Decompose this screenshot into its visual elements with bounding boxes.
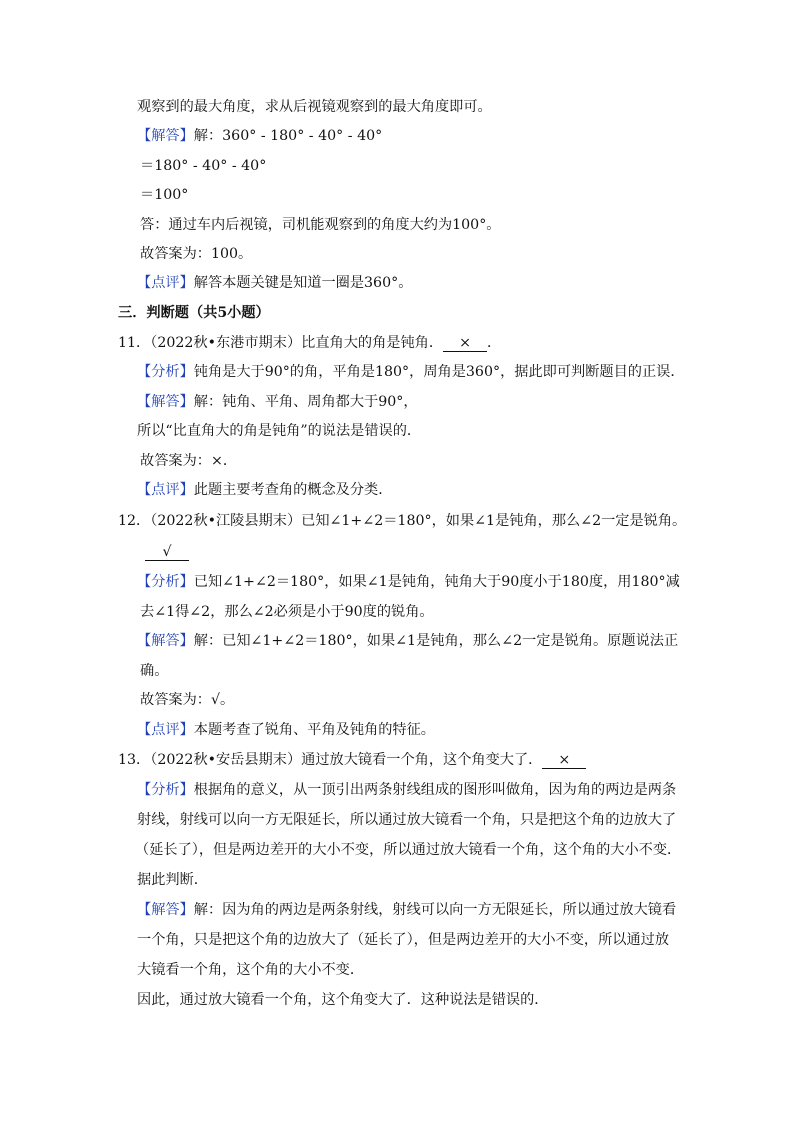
dianping-text: 本题考查了锐角、平角及钝角的特征。 bbox=[193, 722, 435, 738]
jieda-tag: 【解答】 bbox=[137, 128, 194, 144]
q11-fenxi bbox=[137, 362, 685, 382]
intro-dianping bbox=[137, 273, 412, 293]
fenxi-text: 根据角的意义，从一顶引出两条射线组成的图形叫做角，因为角的两边是两条 bbox=[193, 782, 677, 798]
answer-blank: × bbox=[443, 335, 487, 352]
q13-fenxi-line3: （延长了），但是两边差开的大小不变，所以通过放大镜看一个角，这个角的大小不变． bbox=[135, 842, 682, 858]
q12-jieda bbox=[137, 631, 678, 651]
answer-sentence: 答：通过车内后视镜，司机能观察到的角度大约为100°。 bbox=[140, 217, 501, 233]
jieda-text: 解：已知∠1+∠2＝180°，如果∠1是钝角，那么∠2一定是锐角。原题说法正 bbox=[193, 633, 679, 649]
question-number: 12． bbox=[118, 513, 151, 529]
q12-dianping bbox=[137, 720, 435, 740]
answer-blank: × bbox=[542, 752, 586, 769]
section-title: 三．判断题（共5小题） bbox=[118, 305, 270, 321]
fenxi-tag: 【分析】 bbox=[137, 574, 194, 590]
q13-fenxi-line2: 射线，射线可以向一方无限延长，所以通过放大镜看一个角，只是把这个角的边放大了 bbox=[137, 812, 677, 828]
dianping-text: 此题主要考查角的概念及分类． bbox=[193, 482, 393, 498]
jieda-text: 解：360° - 180° - 40° - 40° bbox=[193, 128, 383, 144]
question-source: （2022秋•安岳县期末） bbox=[150, 752, 302, 768]
question-number: 11． bbox=[118, 335, 151, 351]
q13-fenxi bbox=[137, 780, 676, 800]
prev-tail-text: 观察到的最大角度，求从后视镜观察到的最大角度即可。 bbox=[137, 99, 492, 115]
q12-answer-line bbox=[145, 542, 189, 562]
q11-jieda bbox=[137, 392, 418, 412]
q12-final: 故答案为：√。 bbox=[140, 692, 235, 708]
q12-jieda-line2: 确。 bbox=[140, 663, 169, 679]
jieda-tag: 【解答】 bbox=[137, 902, 194, 918]
q13-fenxi-line4: 据此判断． bbox=[137, 872, 208, 888]
final-answer: 故答案为：100。 bbox=[140, 246, 253, 262]
q11-dianping bbox=[137, 480, 392, 500]
q11-final: 故答案为：×． bbox=[140, 453, 238, 469]
question-source: （2022秋•东港市期末） bbox=[150, 335, 302, 351]
dianping-text: 解答本题关键是知道一圈是360°。 bbox=[193, 275, 413, 291]
q13-jieda-line2: 一个角，只是把这个角的边放大了（延长了），但是两边差开的大小不变，所以通过放 bbox=[137, 932, 670, 948]
dianping-tag: 【点评】 bbox=[137, 722, 194, 738]
question-text: 已知∠1+∠2＝180°，如果∠1是钝角，那么∠2一定是锐角。 bbox=[301, 513, 687, 529]
jieda-text: 解：因为角的两边是两条射线，射线可以向一方无限延长，所以通过放大镜看 bbox=[193, 902, 677, 918]
dianping-tag: 【点评】 bbox=[137, 275, 194, 291]
calc-step-2: ＝100° bbox=[140, 187, 189, 203]
question-source: （2022秋•江陵县期末） bbox=[150, 513, 302, 529]
q13-jieda-line3: 大镜看一个角，这个角的大小不变． bbox=[137, 962, 365, 978]
q12-fenxi-line2: 去∠1得∠2，那么∠2必须是小于90度的锐角。 bbox=[140, 604, 434, 620]
answer-blank: √ bbox=[145, 544, 189, 561]
question-text: 通过放大镜看一个角，这个角变大了． bbox=[301, 752, 543, 768]
fenxi-tag: 【分析】 bbox=[137, 364, 194, 380]
jieda-tag: 【解答】 bbox=[137, 633, 194, 649]
question-end: ． bbox=[487, 335, 502, 351]
intro-jieda bbox=[137, 126, 382, 146]
q13-conclusion: 因此，通过放大镜看一个角，这个角变大了．这种说法是错误的． bbox=[137, 992, 549, 1008]
fenxi-tag: 【分析】 bbox=[137, 782, 194, 798]
question-11-stem bbox=[118, 333, 501, 353]
q12-fenxi bbox=[137, 572, 680, 592]
jieda-text: 解：钝角、平角、周角都大于90°， bbox=[193, 394, 418, 410]
fenxi-text: 钝角是大于90°的角，平角是180°，周角是360°，据此即可判断题目的正误． bbox=[193, 364, 685, 380]
question-text: 比直角大的角是钝角． bbox=[301, 335, 444, 351]
q11-jieda-line2: 所以“比直角大的角是钝角”的说法是错误的． bbox=[137, 423, 422, 439]
jieda-tag: 【解答】 bbox=[137, 394, 194, 410]
q13-jieda bbox=[137, 900, 676, 920]
fenxi-text: 已知∠1+∠2＝180°，如果∠1是钝角，钝角大于90度小于180度，用180°减 bbox=[193, 574, 680, 590]
question-12-stem bbox=[118, 511, 686, 531]
question-13-stem bbox=[118, 750, 586, 770]
question-number: 13． bbox=[118, 752, 151, 768]
calc-step-1: ＝180° - 40° - 40° bbox=[140, 158, 267, 174]
dianping-tag: 【点评】 bbox=[137, 482, 194, 498]
